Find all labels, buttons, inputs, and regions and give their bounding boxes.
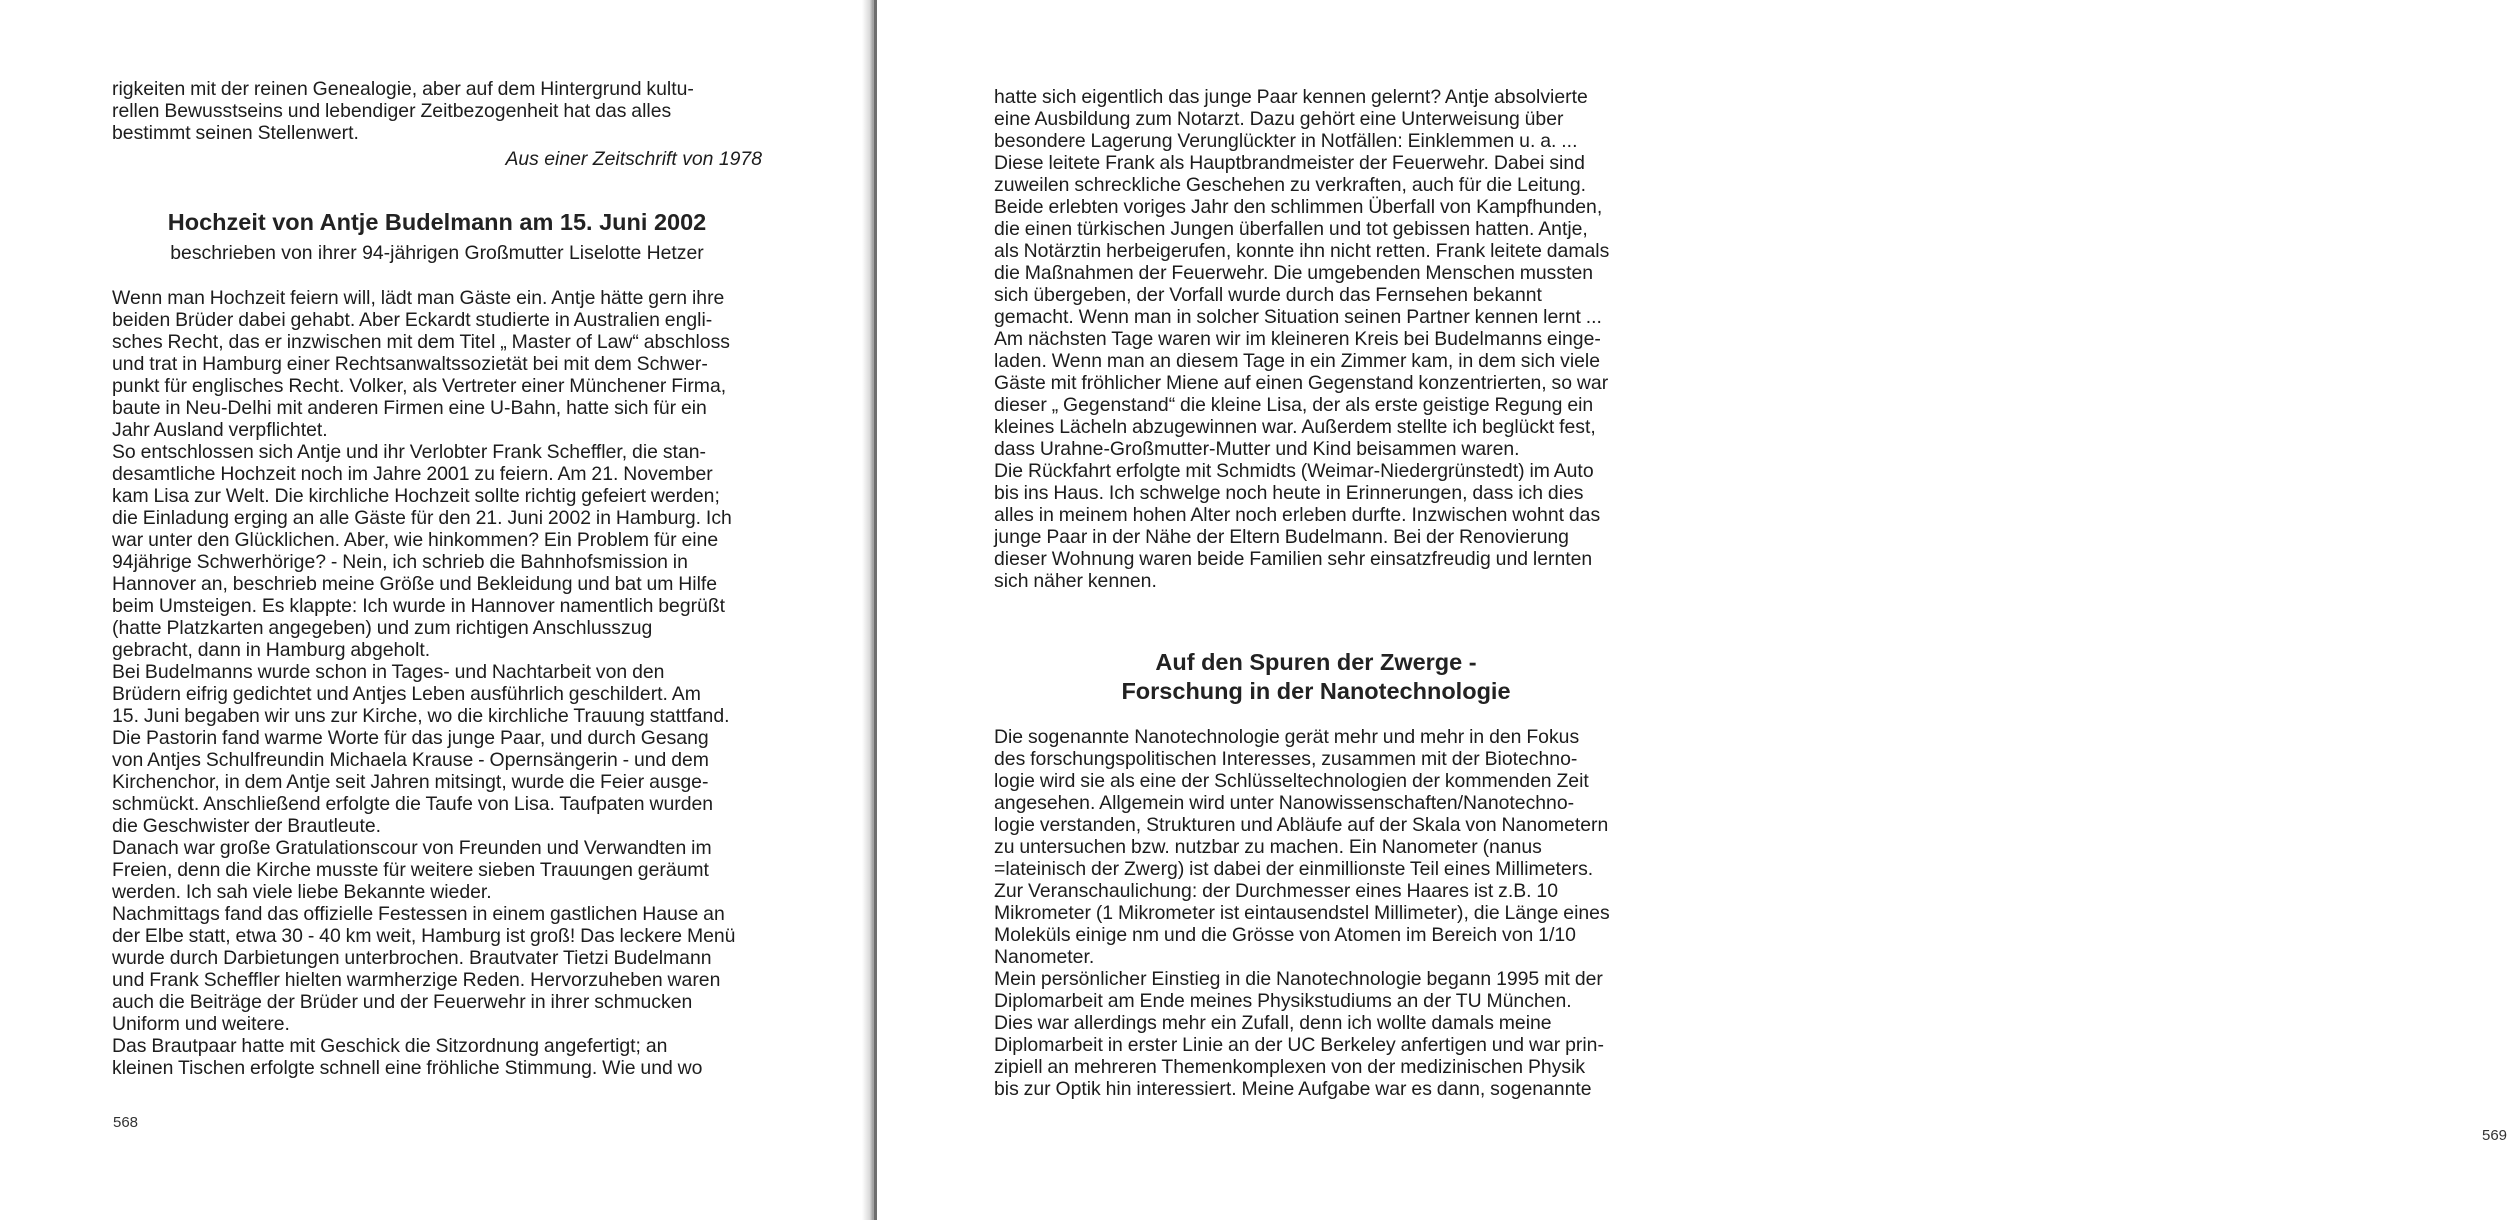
right-page xyxy=(880,0,2507,1220)
text-line: logie wird sie als eine der Schlüsseltechnologien der kommenden Zeit xyxy=(994,770,1589,792)
intro-paragraph xyxy=(112,78,762,144)
text-line: sich näher kennen. xyxy=(994,570,1157,592)
text-line: (hatte Platzkarten angegeben) und zum richtigen Anschlusszug xyxy=(112,617,653,639)
text-line: die Geschwister der Brautleute. xyxy=(112,815,382,837)
text-line: Kirchenchor, in dem Antje seit Jahren mitsingt, wurde die Feier ausge- xyxy=(112,771,709,793)
text-line: punkt für englisches Recht. Volker, als Vertreter einer Münchener Firma, xyxy=(112,375,727,397)
text-line: und trat in Hamburg einer Rechtsanwaltssozietät bei mit dem Schwer- xyxy=(112,353,708,375)
wedding-subheading: beschrieben von ihrer 94-jährigen Großmutter Liselotte Hetzer xyxy=(170,242,704,264)
text-line: kleines Lächeln abzugewinnen war. Außerdem stellte ich beglückt fest, xyxy=(994,416,1596,438)
text-line: zipiell an mehreren Themenkomplexen von der medizinischen Physik xyxy=(994,1056,1586,1078)
text-line: schmückt. Anschließend erfolgte die Taufe von Lisa. Taufpaten wurden xyxy=(112,793,714,815)
text-line: Diplomarbeit in erster Linie an der UC Berkeley anfertigen und war prin- xyxy=(994,1034,1604,1056)
text-line: bestimmt seinen Stellenwert. xyxy=(112,122,359,144)
text-line: beim Umsteigen. Es klappte: Ich wurde in Hannover namentlich begrüßt xyxy=(112,595,726,617)
text-line: die Maßnahmen der Feuerwehr. Die umgebenden Menschen mussten xyxy=(994,262,1594,284)
text-line: Dies war allerdings mehr ein Zufall, denn ich wollte damals meine xyxy=(994,1012,1552,1034)
page-number: 569 xyxy=(2482,1127,2507,1144)
text-line: sches Recht, das er inzwischen mit dem Titel „ Master of Law“ abschloss xyxy=(112,331,730,353)
source-citation: Aus einer Zeitschrift von 1978 xyxy=(505,148,762,170)
book-gutter-line xyxy=(874,0,877,1220)
text-line: 94jährige Schwerhörige? - Nein, ich schrieb die Bahnhofsmission in xyxy=(112,551,688,573)
text-line: junge Paar in der Nähe der Eltern Budelmann. Bei der Renovierung xyxy=(994,526,1569,548)
text-line: Freien, denn die Kirche musste für weitere sieben Trauungen geräumt xyxy=(112,859,709,881)
text-line: bis ins Haus. Ich schwelge noch heute in Erinnerungen, dass ich dies xyxy=(994,482,1584,504)
nanotech-heading-line2: Forschung in der Nanotechnologie xyxy=(1121,678,1511,704)
text-line: von Antjes Schulfreundin Michaela Krause - Opernsängerin - und dem xyxy=(112,749,709,771)
text-line: kleinen Tischen erfolgte schnell eine fröhliche Stimmung. Wie und wo xyxy=(112,1057,703,1079)
text-line: hatte sich eigentlich das junge Paar kennen gelernt? Antje absolvierte xyxy=(994,86,1588,108)
text-line: sich übergeben, der Vorfall wurde durch das Fernsehen bekannt xyxy=(994,284,1542,306)
text-line: alles in meinem hohen Alter noch erleben durfte. Inzwischen wohnt das xyxy=(994,504,1601,526)
text-line: gemacht. Wenn man in solcher Situation seinen Partner kennen lernt ... xyxy=(994,306,1602,328)
text-line: logie verstanden, Strukturen und Abläufe auf der Skala von Nanometern xyxy=(994,814,1609,836)
text-line: Bei Budelmanns wurde schon in Tages- und Nachtarbeit von den xyxy=(112,661,665,683)
text-line: rigkeiten mit der reinen Genealogie, aber auf dem Hintergrund kultu- xyxy=(112,78,694,100)
text-line: Die sogenannte Nanotechnologie gerät mehr und mehr in den Fokus xyxy=(994,726,1580,748)
page-number: 568 xyxy=(113,1114,139,1131)
text-line: Gäste mit fröhlicher Miene auf einen Gegenstand konzentrierten, so war xyxy=(994,372,1609,394)
text-line: Mein persönlicher Einstieg in die Nanotechnologie begann 1995 mit der xyxy=(994,968,1603,990)
text-line: eine Ausbildung zum Notarzt. Dazu gehört eine Unterweisung über xyxy=(994,108,1564,130)
text-line: Nachmittags fand das offizielle Festessen in einem gastlichen Hause an xyxy=(112,903,725,925)
text-line: zu untersuchen bzw. nutzbar zu machen. Ein Nanometer (nanus xyxy=(994,836,1542,858)
text-line: Die Rückfahrt erfolgte mit Schmidts (Weimar-Niedergrünstedt) im Auto xyxy=(994,460,1594,482)
text-line: =lateinisch der Zwerg) ist dabei der einmillionste Teil eines Millimeters. xyxy=(994,858,1594,880)
text-line: dieser Wohnung waren beide Familien sehr einsatzfreudig und lernten xyxy=(994,548,1593,570)
text-line: beiden Brüder dabei gehabt. Aber Eckardt studierte in Australien engli- xyxy=(112,309,713,331)
text-line: So entschlossen sich Antje und ihr Verlobter Frank Scheffler, die stan- xyxy=(112,441,706,463)
text-line: Moleküls einige nm und die Grösse von Atomen im Bereich von 1/10 xyxy=(994,924,1576,946)
text-line: dass Urahne-Großmutter-Mutter und Kind beisammen waren. xyxy=(994,438,1520,460)
nanotech-body xyxy=(994,726,1638,1100)
text-line: und Frank Scheffler hielten warmherzige Reden. Hervorzuheben waren xyxy=(112,969,721,991)
text-line: Am nächsten Tage waren wir im kleineren Kreis bei Budelmanns einge- xyxy=(994,328,1601,350)
text-line: Diese leitete Frank als Hauptbrandmeister der Feuerwehr. Dabei sind xyxy=(994,152,1585,174)
text-line: die einen türkischen Jungen überfallen und tot gebissen hatten. Antje, xyxy=(994,218,1588,240)
text-line: Zur Veranschaulichung: der Durchmesser eines Haares ist z.B. 10 xyxy=(994,880,1558,902)
text-line: Brüdern eifrig gedichtet und Antjes Leben ausführlich geschildert. Am xyxy=(112,683,701,705)
left-page xyxy=(0,0,868,1220)
text-line: der Elbe statt, etwa 30 - 40 km weit, Hamburg ist groß! Das leckere Menü xyxy=(112,925,736,947)
text-line: Das Brautpaar hatte mit Geschick die Sitzordnung angefertigt; an xyxy=(112,1035,668,1057)
text-line: gebracht, dann in Hamburg abgeholt. xyxy=(112,639,431,661)
text-line: Danach war große Gratulationscour von Freunden und Verwandten im xyxy=(112,837,712,859)
text-line: Uniform und weitere. xyxy=(112,1013,290,1035)
text-line: 15. Juni begaben wir uns zur Kirche, wo die kirchliche Trauung stattfand. xyxy=(112,705,730,727)
text-line: Wenn man Hochzeit feiern will, lädt man Gäste ein. Antje hätte gern ihre xyxy=(112,287,725,309)
text-line: als Notärztin herbeigerufen, konnte ihn nicht retten. Frank leitete damals xyxy=(994,240,1610,262)
text-line: Die Pastorin fand warme Worte für das junge Paar, und durch Gesang xyxy=(112,727,709,749)
text-line: laden. Wenn man an diesem Tage in ein Zimmer kam, in dem sich viele xyxy=(994,350,1601,372)
right-page-text-column xyxy=(994,86,1638,1100)
text-line: baute in Neu-Delhi mit anderen Firmen eine U-Bahn, hatte sich für ein xyxy=(112,397,707,419)
text-line: auch die Beiträge der Brüder und der Feuerwehr in ihrer schmucken xyxy=(112,991,693,1013)
text-line: Mikrometer (1 Mikrometer ist eintausendstel Millimeter), die Länge eines xyxy=(994,902,1610,924)
text-line: Nanometer. xyxy=(994,946,1095,968)
wedding-body xyxy=(112,287,762,1079)
text-line: des forschungspolitischen Interesses, zusammen mit der Biotechno- xyxy=(994,748,1578,770)
text-line: werden. Ich sah viele liebe Bekannte wieder. xyxy=(112,881,492,903)
text-line: besondere Lagerung Verunglückter in Notfällen: Einklemmen u. a. ... xyxy=(994,130,1578,152)
text-line: war unter den Glücklichen. Aber, wie hinkommen? Ein Problem für eine xyxy=(112,529,719,551)
text-line: dieser „ Gegenstand“ die kleine Lisa, der als erste geistige Regung ein xyxy=(994,394,1594,416)
text-line: die Einladung erging an alle Gäste für den 21. Juni 2002 in Hamburg. Ich xyxy=(112,507,732,529)
text-line: zuweilen schreckliche Geschehen zu verkraften, auch für die Leitung. xyxy=(994,174,1587,196)
text-line: Hannover an, beschrieb meine Größe und Bekleidung und bat um Hilfe xyxy=(112,573,718,595)
text-line: bis zur Optik hin interessiert. Meine Aufgabe war es dann, sogenannte xyxy=(994,1078,1592,1100)
text-line: rellen Bewusstseins und lebendiger Zeitbezogenheit hat das alles xyxy=(112,100,672,122)
wedding-heading: Hochzeit von Antje Budelmann am 15. Juni 2002 xyxy=(167,209,707,235)
left-page-text-column xyxy=(112,78,762,1079)
text-line: Beide erlebten voriges Jahr den schlimmen Überfall von Kampfhunden, xyxy=(994,196,1603,218)
text-line: Jahr Ausland verpflichtet. xyxy=(112,419,328,441)
text-line: Diplomarbeit am Ende meines Physikstudiums an der TU München. xyxy=(994,990,1572,1012)
text-line: wurde durch Darbietungen unterbrochen. Brautvater Tietzi Budelmann xyxy=(112,947,712,969)
wedding-continuation xyxy=(994,86,1638,592)
text-line: desamtliche Hochzeit noch im Jahre 2001 zu feiern. Am 21. November xyxy=(112,463,713,485)
nanotech-heading-line1: Auf den Spuren der Zwerge - xyxy=(1155,649,1477,675)
text-line: angesehen. Allgemein wird unter Nanowissenschaften/Nanotechno- xyxy=(994,792,1575,814)
text-line: kam Lisa zur Welt. Die kirchliche Hochzeit sollte richtig gefeiert werden; xyxy=(112,485,720,507)
